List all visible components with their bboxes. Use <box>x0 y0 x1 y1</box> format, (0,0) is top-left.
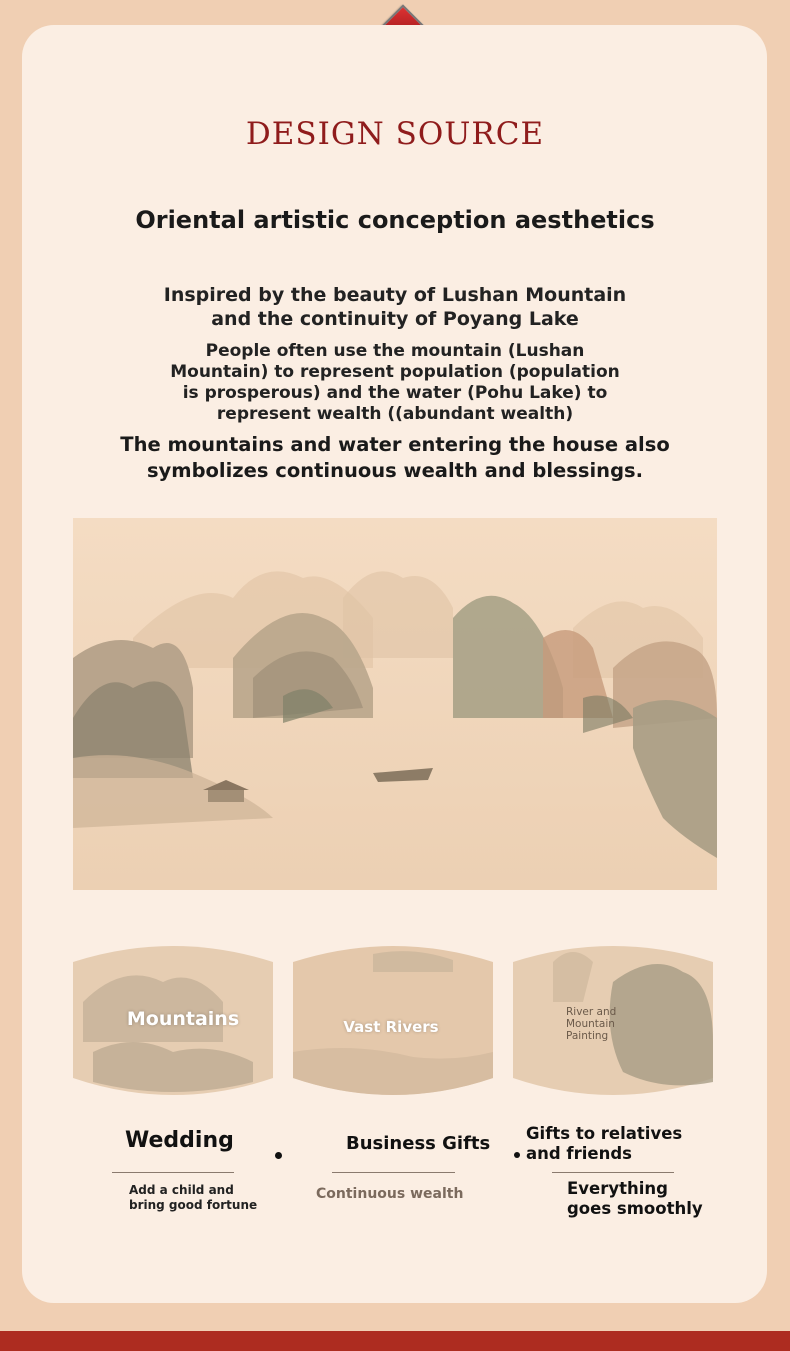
painting-label-line: Painting <box>566 1030 609 1042</box>
vast-rivers-label: Vast Rivers <box>343 1018 439 1036</box>
relatives-desc <box>567 1179 703 1219</box>
wedding-desc-line: Add a child and <box>129 1183 234 1197</box>
relatives-desc-line: Everything <box>567 1179 668 1198</box>
intro-body-line: is prosperous) and the water (Pohu Lake) to <box>182 383 608 403</box>
bullet-dot-icon <box>275 1152 282 1159</box>
intro-body-line: represent wealth ((abundant wealth) <box>216 404 574 424</box>
landscape-painting <box>73 518 717 890</box>
intro-closing <box>0 432 790 484</box>
river-mountain-painting-label <box>566 1006 616 1042</box>
intro-body <box>165 341 625 425</box>
business-gifts-heading: Business Gifts <box>346 1133 491 1154</box>
page-subtitle: Oriental artistic conception aesthetics <box>135 206 655 234</box>
relatives-heading-line: Gifts to relatives <box>526 1124 683 1143</box>
intro-body-line: People often use the mountain (Lushan <box>205 341 585 361</box>
wedding-heading: Wedding <box>125 1128 234 1153</box>
divider <box>112 1172 234 1173</box>
painting-label-line: River and <box>566 1006 617 1018</box>
intro-heading-line: Inspired by the beauty of Lushan Mountain <box>163 284 627 306</box>
business-gifts-desc: Continuous wealth <box>316 1186 464 1202</box>
divider <box>552 1172 674 1173</box>
intro-heading <box>0 283 790 331</box>
page-title: DESIGN SOURCE <box>245 116 545 152</box>
intro-heading-line: and the continuity of Poyang Lake <box>211 308 579 330</box>
divider <box>332 1172 455 1173</box>
mountains-label: Mountains <box>126 1008 240 1030</box>
bullet-dot-icon <box>514 1152 520 1158</box>
intro-body-line: Mountain) to represent population (population <box>170 362 620 382</box>
relatives-desc-line: goes smoothly <box>567 1199 703 1218</box>
intro-closing-line: symbolizes continuous wealth and blessings. <box>146 459 644 482</box>
wedding-desc <box>129 1183 257 1213</box>
bottom-bar <box>0 1331 790 1351</box>
painting-label-line: Mountain <box>566 1018 615 1030</box>
intro-closing-line: The mountains and water entering the house also <box>120 433 670 456</box>
wedding-desc-line: bring good fortune <box>129 1198 258 1212</box>
relatives-heading <box>526 1124 682 1164</box>
relatives-heading-line: and friends <box>526 1144 632 1163</box>
